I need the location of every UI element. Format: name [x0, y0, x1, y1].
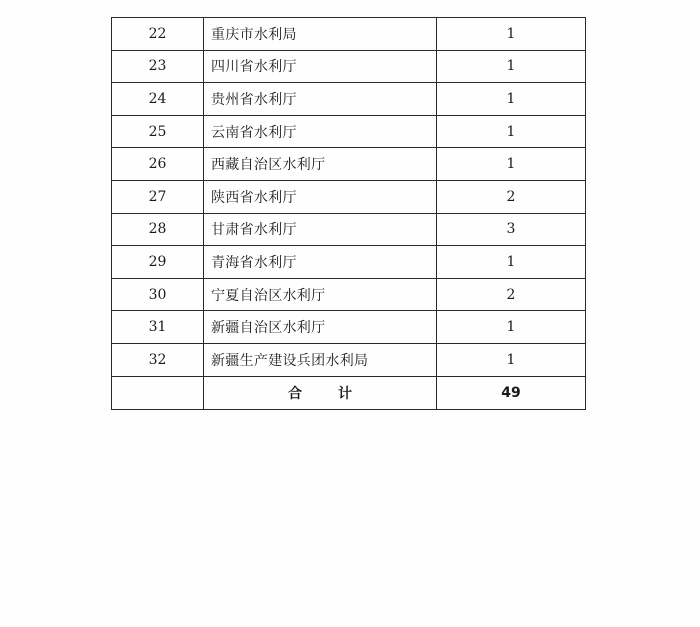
total-label — [204, 376, 437, 409]
row-number: 25 — [112, 115, 204, 148]
unit-count-table — [111, 17, 586, 410]
row-number: 22 — [112, 18, 204, 51]
table-row — [112, 180, 586, 213]
row-number: 27 — [112, 180, 204, 213]
row-number: 23 — [112, 50, 204, 83]
unit-name: 云南省水利厅 — [204, 115, 437, 148]
unit-name: 陕西省水利厅 — [204, 180, 437, 213]
table-row — [112, 115, 586, 148]
table-row — [112, 18, 586, 51]
total-value: 49 — [437, 376, 586, 409]
row-number: 30 — [112, 278, 204, 311]
row-number: 31 — [112, 311, 204, 344]
row-number: 24 — [112, 83, 204, 116]
table-row — [112, 50, 586, 83]
total-label-part2: 计 — [338, 385, 352, 402]
table-row — [112, 83, 586, 116]
unit-count: 1 — [437, 311, 586, 344]
row-number: 28 — [112, 213, 204, 246]
total-label-part1: 合 — [288, 385, 302, 402]
unit-name: 新疆自治区水利厅 — [204, 311, 437, 344]
unit-name: 甘肃省水利厅 — [204, 213, 437, 246]
unit-name: 重庆市水利局 — [204, 18, 437, 51]
unit-name: 西藏自治区水利厅 — [204, 148, 437, 181]
unit-name: 宁夏自治区水利厅 — [204, 278, 437, 311]
unit-count: 1 — [437, 246, 586, 279]
unit-count: 2 — [437, 278, 586, 311]
row-number: 26 — [112, 148, 204, 181]
unit-name: 四川省水利厅 — [204, 50, 437, 83]
total-empty-cell — [112, 376, 204, 409]
unit-count: 1 — [437, 83, 586, 116]
unit-count: 1 — [437, 18, 586, 51]
table-row — [112, 343, 586, 376]
unit-count: 3 — [437, 213, 586, 246]
table-row — [112, 148, 586, 181]
unit-count: 2 — [437, 180, 586, 213]
table-row — [112, 246, 586, 279]
table-row — [112, 213, 586, 246]
unit-name: 青海省水利厅 — [204, 246, 437, 279]
unit-count: 1 — [437, 148, 586, 181]
unit-name: 贵州省水利厅 — [204, 83, 437, 116]
total-row — [112, 376, 586, 409]
unit-name: 新疆生产建设兵团水利局 — [204, 343, 437, 376]
unit-count: 1 — [437, 343, 586, 376]
unit-count: 1 — [437, 115, 586, 148]
row-number: 32 — [112, 343, 204, 376]
table-row — [112, 278, 586, 311]
row-number: 29 — [112, 246, 204, 279]
table-row — [112, 311, 586, 344]
unit-count: 1 — [437, 50, 586, 83]
